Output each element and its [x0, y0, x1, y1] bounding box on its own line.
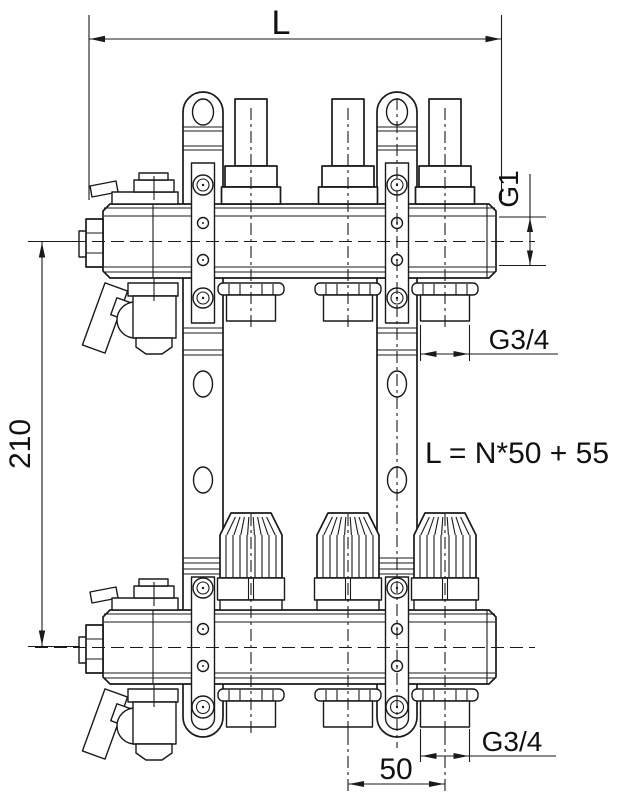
label-main-thread: G1 [493, 170, 524, 208]
dim-main-thread [493, 170, 546, 265]
label-outlet-thread-top: G3/4 [488, 324, 550, 355]
label-center-distance: 210 [4, 418, 37, 470]
label-outlet-spacing: 50 [379, 753, 413, 786]
dim-outlet-thread-top [421, 324, 559, 361]
label-outlet-thread-bottom: G3/4 [481, 726, 543, 757]
dim-outlet-thread-bottom [421, 726, 557, 762]
label-overall-length: L [271, 4, 291, 42]
dim-center-distance [4, 242, 80, 647]
label-length-formula: L = N*50 + 55 [424, 437, 610, 470]
dim-outlet-spacing [348, 753, 445, 787]
